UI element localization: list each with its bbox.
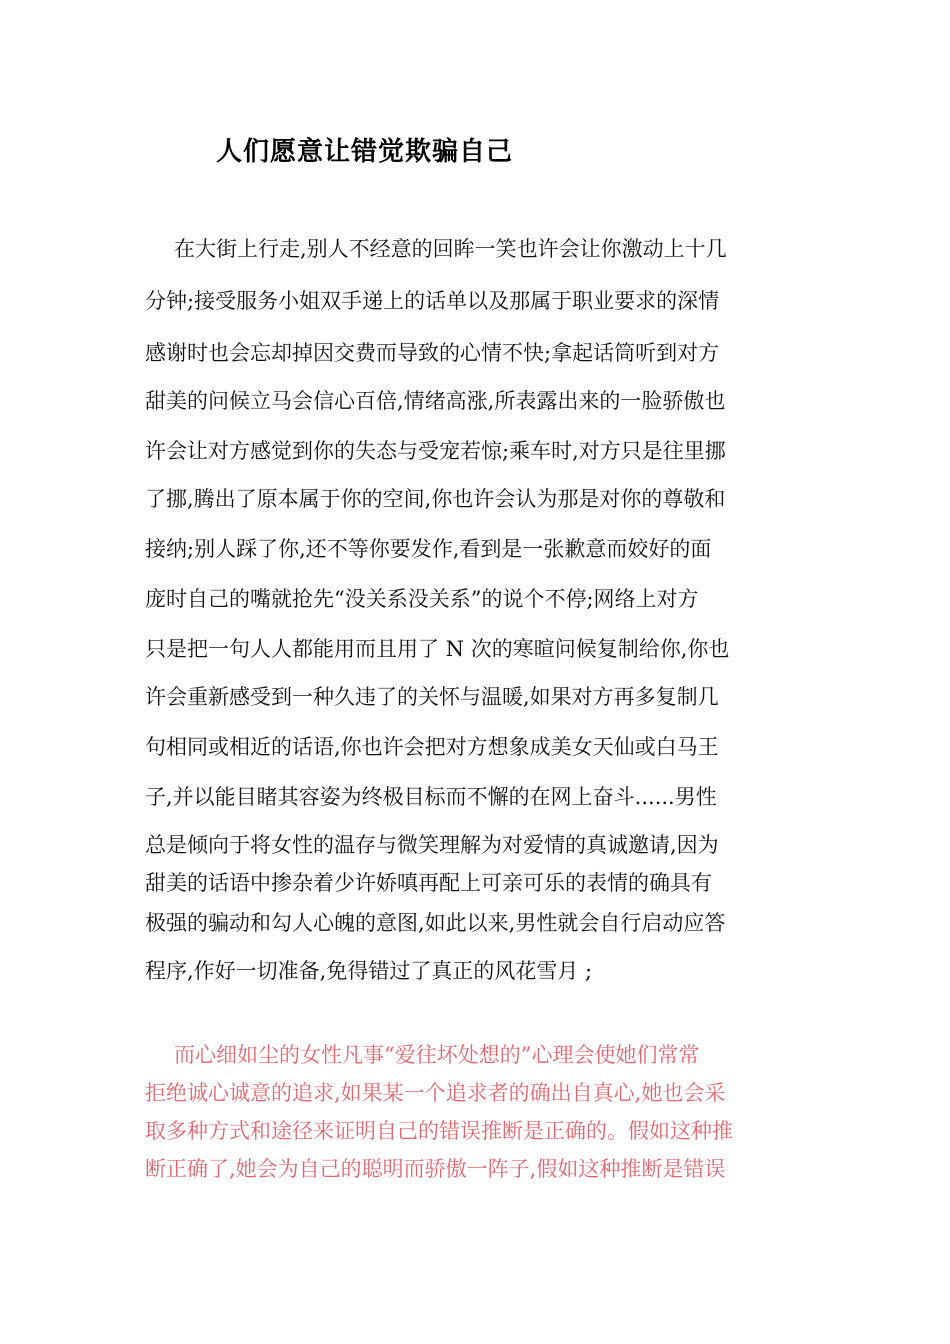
paragraph-line: 甜美的问候立马会信心百倍,情绪高涨,所表露出来的一脸骄傲也 [145, 389, 726, 413]
paragraph-line: 断正确了,她会为自己的聪明而骄傲一阵子,假如这种推断是错误 [145, 1157, 726, 1181]
paragraph-line: 程序,作好一切准备,免得错过了真正的风花雪月 ; [145, 959, 593, 983]
paragraph-line: 拒绝诚心诚意的追求,如果某一个追求者的确出自真心,她也会采 [145, 1081, 726, 1105]
paragraph-line: 只是把一句人人都能用而且用了 N 次的寒暄问候复制给你,你也 [145, 637, 730, 661]
document-title: 人们愿意让错觉欺骗自己 [216, 137, 514, 167]
paragraph-line: 极强的骗动和勾人心魄的意图,如此以来,男性就会自行启动应答 [145, 911, 726, 935]
paragraph-line: 感谢时也会忘却掉因交费而导致的心情不快;拿起话筒听到对方 [145, 341, 720, 365]
paragraph-line: 而心细如尘的女性凡事“爱往坏处想的”心理会使她们常常 [174, 1043, 700, 1067]
paragraph-line: 许会重新感受到一种久违了的关怀与温暖,如果对方再多复制几 [145, 685, 719, 709]
paragraph-line: 在大街上行走,别人不经意的回眸一笑也许会让你激动上十几 [174, 237, 727, 261]
paragraph-line: 子,并以能目睹其容姿为终极目标而不懈的在网上奋斗......男性 [145, 785, 717, 809]
paragraph-line: 总是倾向于将女性的温存与微笑理解为对爱情的真诚邀请,因为 [145, 833, 719, 857]
paragraph-line: 庞时自己的嘴就抢先“没关系没关系”的说个不停;网络上对方 [145, 587, 699, 611]
paragraph-line: 接纳;别人踩了你,还不等你要发作,看到是一张歉意而姣好的面 [145, 537, 712, 561]
paragraph-line: 取多种方式和途径来证明自己的错误推断是正确的。假如这种推 [145, 1119, 733, 1143]
paragraph-line: 分钟;接受服务小姐双手递上的话单以及那属于职业要求的深情 [145, 289, 720, 313]
paragraph-line: 句相同或相近的话语,你也许会把对方想象成美女天仙或白马王 [145, 735, 719, 759]
paragraph-line: 许会让对方感觉到你的失态与受宠若惊;乘车时,对方只是往里挪 [145, 439, 726, 463]
paragraph-line: 甜美的话语中掺杂着少许娇嗔再配上可亲可乐的表情的确具有 [145, 871, 712, 895]
paragraph-line: 了挪,腾出了原本属于你的空间,你也许会认为那是对你的尊敬和 [145, 487, 726, 511]
